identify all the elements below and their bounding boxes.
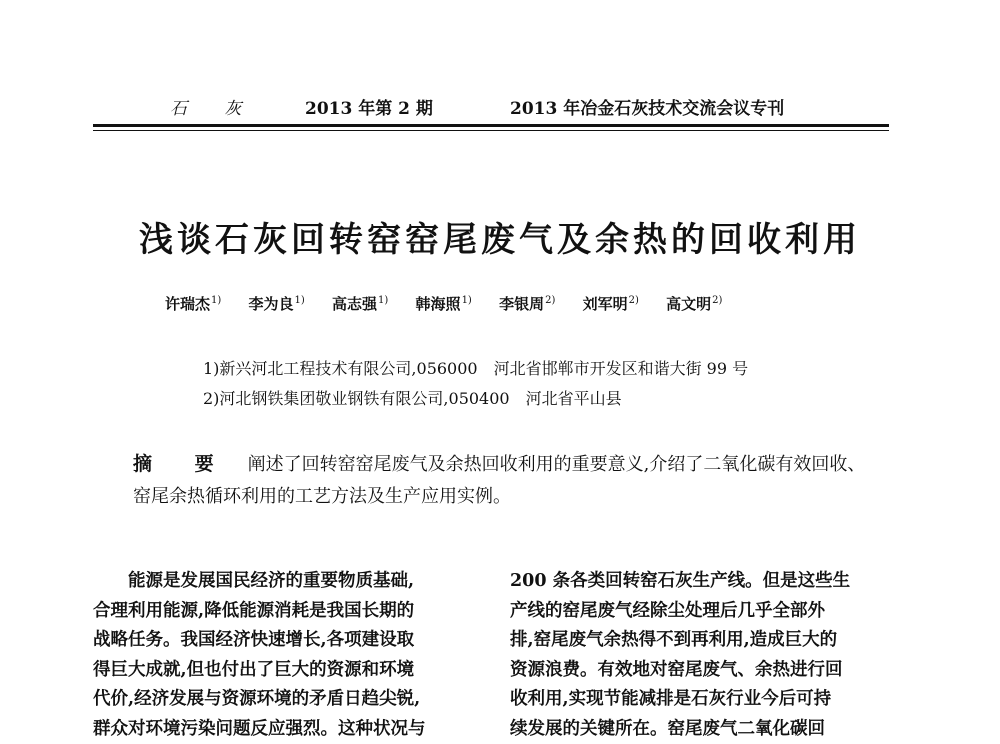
author-name: 高文明 <box>666 295 711 313</box>
author-name: 高志强 <box>332 295 377 313</box>
author <box>165 295 221 313</box>
author <box>583 295 639 313</box>
special-issue-label: 2013 年冶金石灰技术交流会议专刊 <box>510 94 784 119</box>
body-line: 产线的窑尾废气经除尘处理后几乎全部外 <box>510 597 895 627</box>
body-line: 能源是发展国民经济的重要物质基础, <box>93 567 478 597</box>
abstract-label: 摘 要 <box>133 453 232 475</box>
author-list <box>165 293 865 314</box>
author <box>499 295 555 313</box>
author <box>416 295 472 313</box>
running-header <box>0 94 1000 122</box>
body-column-left <box>93 567 478 744</box>
author-name: 韩海照 <box>416 295 461 313</box>
abstract-text: 阐述了回转窑窑尾废气及余热回收利用的重要意义,介绍了二氧化碳有效回收、窑尾余热循环利用的工艺方法及生产应用实例。 <box>133 454 865 507</box>
author-affiliation-mark: 1) <box>378 295 388 306</box>
header-rule-thick <box>93 124 889 127</box>
author <box>249 295 305 313</box>
body-line: 合理利用能源,降低能源消耗是我国长期的 <box>93 597 478 627</box>
author <box>332 295 388 313</box>
affiliation-1: 1)新兴河北工程技术有限公司,056000 河北省邯郸市开发区和谐大街 99 号 <box>203 356 748 379</box>
author <box>666 295 722 313</box>
author-name: 刘军明 <box>583 295 628 313</box>
body-line: 资源浪费。有效地对窑尾废气、余热进行回 <box>510 656 895 686</box>
body-line: 排,窑尾废气余热得不到再利用,造成巨大的 <box>510 626 895 656</box>
paper-title: 浅谈石灰回转窑窑尾废气及余热的回收利用 <box>0 212 1000 261</box>
body-line: 200 条各类回转窑石灰生产线。但是这些生 <box>510 567 895 597</box>
author-name: 李银周 <box>499 295 544 313</box>
author-name: 许瑞杰 <box>165 295 210 313</box>
author-affiliation-mark: 2) <box>545 295 555 306</box>
body-line: 战略任务。我国经济快速增长,各项建设取 <box>93 626 478 656</box>
author-affiliation-mark: 1) <box>211 295 221 306</box>
author-name: 李为良 <box>249 295 294 313</box>
author-affiliation-mark: 1) <box>295 295 305 306</box>
body-line: 收利用,实现节能减排是石灰行业今后可持 <box>510 685 895 715</box>
abstract <box>133 448 873 513</box>
body-line: 群众对环境污染问题反应强烈。这种状况与 <box>93 715 478 744</box>
body-line: 得巨大成就,但也付出了巨大的资源和环境 <box>93 656 478 686</box>
author-affiliation-mark: 1) <box>462 295 472 306</box>
author-affiliation-mark: 2) <box>712 295 722 306</box>
journal-name: 石 灰 <box>170 94 257 119</box>
author-affiliation-mark: 2) <box>629 295 639 306</box>
body-column-right <box>510 567 895 744</box>
body-line: 续发展的关键所在。窑尾废气二氧化碳回 <box>510 715 895 744</box>
affiliation-2: 2)河北钢铁集团敬业钢铁有限公司,050400 河北省平山县 <box>203 386 622 409</box>
body-line: 代价,经济发展与资源环境的矛盾日趋尖锐, <box>93 685 478 715</box>
header-rule-thin <box>93 130 889 131</box>
issue-number: 2013 年第 2 期 <box>305 94 433 119</box>
